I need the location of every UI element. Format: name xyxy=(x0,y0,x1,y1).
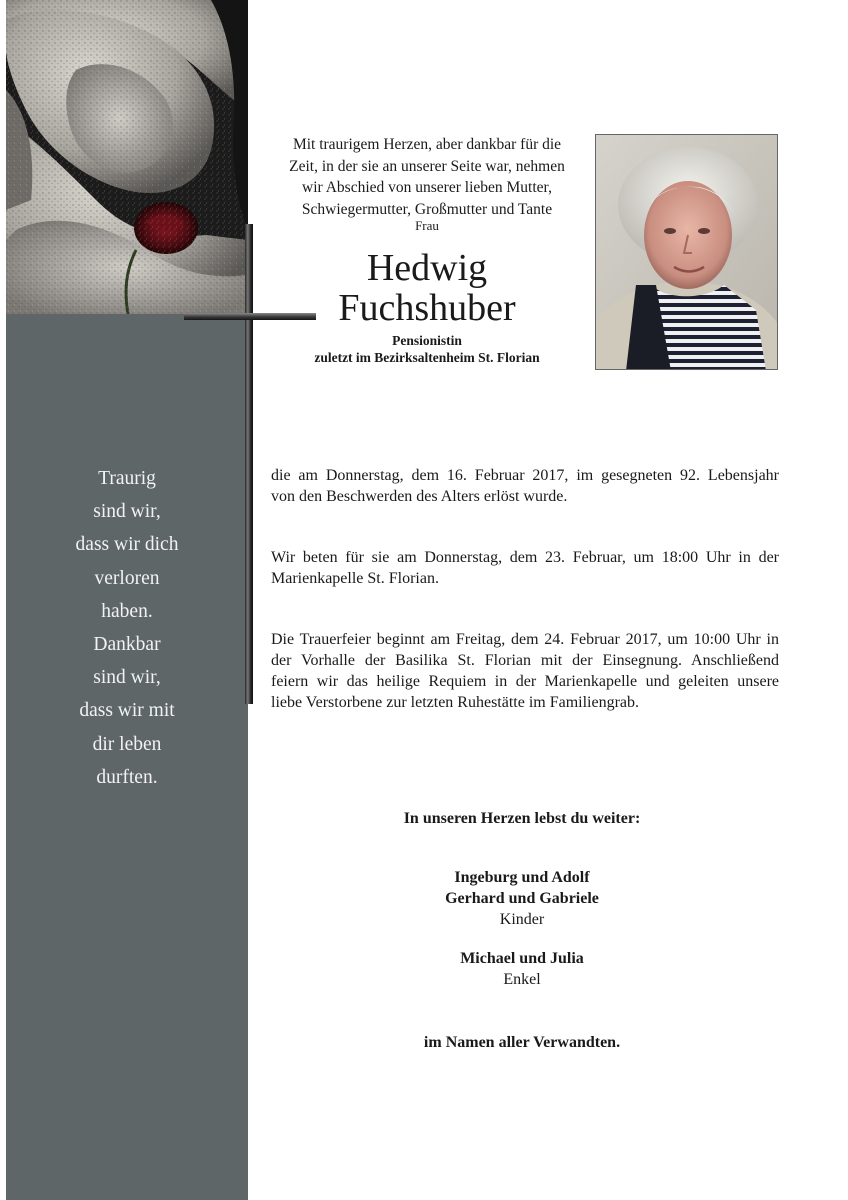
deceased-name xyxy=(262,248,592,328)
funeral-paragraph xyxy=(271,629,779,713)
salutation: Frau xyxy=(415,218,439,233)
family-relation: Enkel xyxy=(503,971,541,988)
paragraph-line: die am Donnerstag, dem 16. Februar 2017, im gesegneten 92. Lebensjahr xyxy=(271,467,779,484)
verse-line: dass wir dich xyxy=(75,534,179,556)
cross-vertical-beam xyxy=(245,224,253,704)
first-name: Hedwig xyxy=(366,247,488,289)
deceased-details xyxy=(262,332,592,366)
motto: In unseren Herzen lebst du weiter: xyxy=(403,810,641,827)
verse-line: dass wir mit xyxy=(79,700,175,722)
memorial-verse xyxy=(6,462,248,794)
intro-line: Zeit, in der sie an unserer Seite war, nehmen xyxy=(289,157,565,175)
closing-line: im Namen aller Verwandten. xyxy=(423,1034,621,1051)
family-names: Ingeburg und Adolf xyxy=(454,869,590,886)
intro-line: Mit traurigem Herzen, aber dankbar für die xyxy=(292,136,562,153)
verse-line: sind wir, xyxy=(93,501,161,523)
verse-line: Dankbar xyxy=(93,634,161,656)
verse-line: verloren xyxy=(94,567,160,589)
verse-line: sind wir, xyxy=(93,667,161,689)
portrait-photo xyxy=(595,134,778,370)
family-group-children xyxy=(262,867,782,930)
last-name: Fuchshuber xyxy=(338,287,516,329)
family-group-grandchildren xyxy=(262,948,782,990)
paragraph-line: liebe Verstorbene zur letzten Ruhestätte im Familiengrab. xyxy=(271,694,640,711)
paragraph-line: der Vorhalle der Basilika St. Florian mit der Einsegnung. Anschließend xyxy=(271,652,779,669)
paragraph-line: Wir beten für sie am Donnerstag, dem 23. Februar, um 18:00 Uhr in der xyxy=(271,549,779,566)
occupation: Pensionistin xyxy=(392,333,462,348)
prayer-paragraph xyxy=(271,547,779,589)
verse-line: dir leben xyxy=(92,733,162,755)
family-names: Gerhard und Gabriele xyxy=(445,890,599,907)
intro-line: wir Abschied von unserer lieben Mutter, xyxy=(302,179,552,196)
family-relation: Kinder xyxy=(499,911,545,928)
angel-statue-image xyxy=(6,0,248,314)
last-residence: zuletzt im Bezirksaltenheim St. Florian xyxy=(314,350,540,365)
death-notice-paragraph xyxy=(271,465,779,507)
verse-line: durften. xyxy=(96,766,158,788)
paragraph-line: Die Trauerfeier beginnt am Freitag, dem 24. Februar 2017, um 10:00 Uhr in xyxy=(271,631,779,648)
paragraph-line: Marienkapelle St. Florian. xyxy=(271,570,439,587)
verse-line: haben. xyxy=(101,600,153,622)
verse-line: Traurig xyxy=(98,468,156,489)
paragraph-line: von den Beschwerden des Alters erlöst wurde. xyxy=(271,488,568,505)
family-names: Michael und Julia xyxy=(460,950,584,967)
intro-text xyxy=(262,134,592,220)
intro-line: Schwiegermutter, Großmutter und Tante xyxy=(301,200,553,218)
paragraph-line: feiern wir das heilige Requiem in der Marienkapelle und geleiten unsere xyxy=(271,673,779,690)
